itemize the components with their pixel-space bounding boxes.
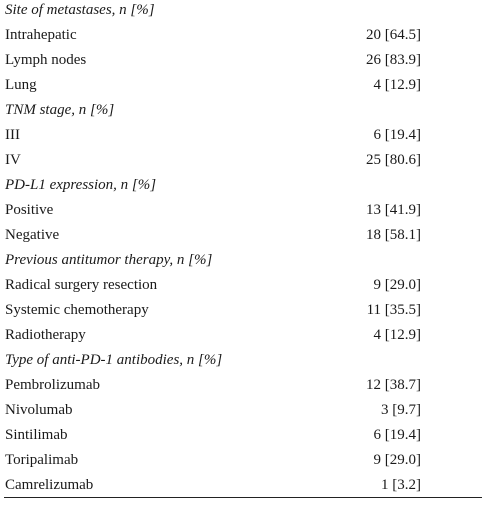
table-row <box>0 223 487 248</box>
table-row <box>0 373 487 398</box>
section-label: PD-L1 expression, n [%] <box>5 177 157 193</box>
table-section-header <box>0 98 487 123</box>
table-row <box>0 48 487 73</box>
row-label: Sintilimab <box>5 427 68 443</box>
table-row <box>0 448 487 473</box>
row-value: 20 [64.5] <box>366 27 421 43</box>
row-label: Pembrolizumab <box>5 377 100 393</box>
table-row <box>0 423 487 448</box>
row-value: 25 [80.6] <box>366 152 421 168</box>
row-value: 11 [35.5] <box>366 302 421 318</box>
table-row <box>0 73 487 98</box>
row-label: Camrelizumab <box>5 477 94 493</box>
table-section-header <box>0 348 487 373</box>
row-value: 13 [41.9] <box>366 202 421 218</box>
row-value: 4 [12.9] <box>373 327 421 343</box>
row-value: 1 [3.2] <box>381 477 421 493</box>
table-row <box>0 273 487 298</box>
row-label: Intrahepatic <box>5 27 77 43</box>
table-row <box>0 123 487 148</box>
table-row <box>0 198 487 223</box>
table-row <box>0 323 487 348</box>
row-value: 9 [29.0] <box>373 452 421 468</box>
section-label: Previous antitumor therapy, n [%] <box>5 252 213 268</box>
table-row <box>0 473 487 498</box>
table-row <box>0 398 487 423</box>
table-bottom-rule <box>4 497 482 498</box>
table-section-header <box>0 173 487 198</box>
row-label: Positive <box>5 202 54 218</box>
row-label: III <box>5 127 20 143</box>
row-label: Systemic chemotherapy <box>5 302 149 318</box>
section-label: Site of metastases, n [%] <box>5 2 155 18</box>
row-label: IV <box>5 152 21 168</box>
row-label: Radiotherapy <box>5 327 86 343</box>
row-value: 6 [19.4] <box>373 427 421 443</box>
row-label: Negative <box>5 227 60 243</box>
row-value: 9 [29.0] <box>373 277 421 293</box>
row-label: Lymph nodes <box>5 52 87 68</box>
row-value: 4 [12.9] <box>373 77 421 93</box>
row-label: Radical surgery resection <box>5 277 158 293</box>
row-label: Lung <box>5 77 37 93</box>
row-label: Toripalimab <box>5 452 79 468</box>
row-value: 18 [58.1] <box>366 227 421 243</box>
table-section-header <box>0 0 487 23</box>
row-label: Nivolumab <box>5 402 73 418</box>
section-label: Type of anti-PD-1 antibodies, n [%] <box>5 352 223 368</box>
row-value: 26 [83.9] <box>366 52 421 68</box>
section-label: TNM stage, n [%] <box>5 102 115 118</box>
table-row <box>0 148 487 173</box>
row-value: 6 [19.4] <box>373 127 421 143</box>
table-section-header <box>0 248 487 273</box>
table-row <box>0 23 487 48</box>
table-row <box>0 298 487 323</box>
row-value: 3 [9.7] <box>381 402 421 418</box>
row-value: 12 [38.7] <box>366 377 421 393</box>
